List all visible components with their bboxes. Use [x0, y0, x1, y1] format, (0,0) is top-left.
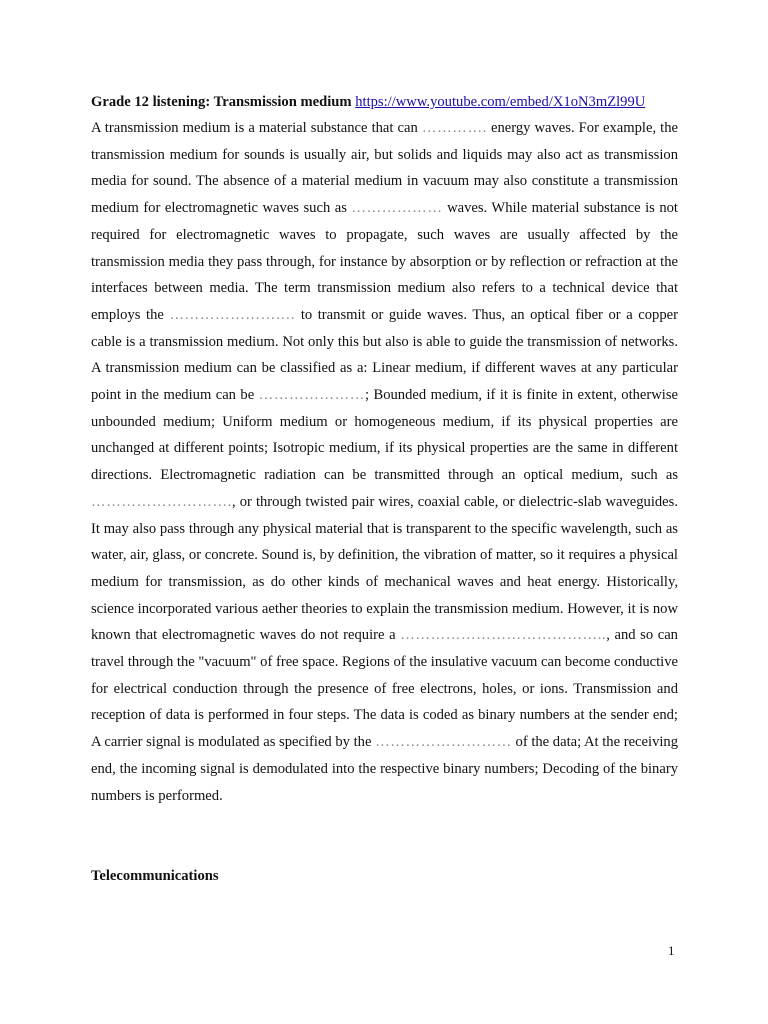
sentence-5: ; Bounded medium, if it is finite in extent, otherwise unbounded medium; Uniform medium or homogeneous medium, if its physical properties are unchanged at different points; Isotropic medium, if its physical properties are the same in different directions. Electromagnetic radiation can be transmitted through an optical medium, such as — [91, 387, 679, 484]
sentence-3: waves. While material substance is not required for electromagnetic waves to propagate, such waves are usually affected by the transmission media they pass through, for instance by absorption or by reflection or refraction at the interfaces between media. The term transmission medium also refers to a technical device that employs the — [91, 200, 678, 323]
document-page — [91, 89, 678, 809]
fill-blank-3: ……………………. — [169, 306, 296, 323]
sentence-7: , and so can travel through the "vacuum" of free space. Regions of the insulative vacuum can become conductive for electrical conduction through the presence of free electrons, holes, or ions. Transmission and reception of data is performed in four steps. The data is coded as binary numbers at the sender end; A carrier signal is modulated as specified by the — [91, 627, 678, 751]
fill-blank-4: ………………… — [258, 387, 365, 404]
youtube-link[interactable]: https://www.youtube.com/embed/X1oN3mZl99U — [355, 94, 646, 110]
main-paragraph — [91, 115, 678, 809]
fill-blank-6: ………………………………….. — [400, 627, 607, 644]
sentence-1: A transmission medium is a material substance that can — [91, 120, 418, 136]
sentence-8: of the data; At the receiving end, the incoming signal is demodulated into the respective binary numbers; Decoding of the binary numbers is performed. — [91, 734, 679, 804]
sentence-4: to transmit or guide waves. Thus, an optical fiber or a copper cable is a transmission medium. Not only this but also is able to guide the transmission of networks. A transmission medium can be classified as a: Linear medium, if different waves at any particular point in the medium can be — [91, 306, 678, 404]
fill-blank-5: ………………………. — [91, 493, 232, 510]
fill-blank-2: ……………… — [351, 200, 443, 217]
fill-blank-7: ……………………… — [375, 734, 512, 751]
document-title: Grade 12 listening: Transmission medium — [91, 94, 352, 110]
page-number: 1 — [668, 943, 675, 958]
document-heading — [91, 89, 678, 115]
fill-blank-1: …………. — [421, 120, 487, 136]
sentence-6: , or through twisted pair wires, coaxial cable, or dielectric-slab waveguides. It may also pass through any physical material that is transparent to the specific wavelength, such as water, air, glass, or concrete. Sound is, by definition, the vibration of matter, so it requires a physical medium for transmission, as do other kinds of mechanical waves and heat energy. Historically, science incorporated various aether theories to explain the transmission medium. However, it is now known that electromagnetic waves do not require a — [91, 493, 678, 644]
section-title: Telecommunications — [91, 868, 219, 884]
sentence-2: energy waves. For example, the transmission medium for sounds is usually air, but solids and liquids may also act as transmission media for sound. The absence of a material medium in vacuum may also constitute a transmission medium for electromagnetic waves such as — [91, 120, 679, 217]
